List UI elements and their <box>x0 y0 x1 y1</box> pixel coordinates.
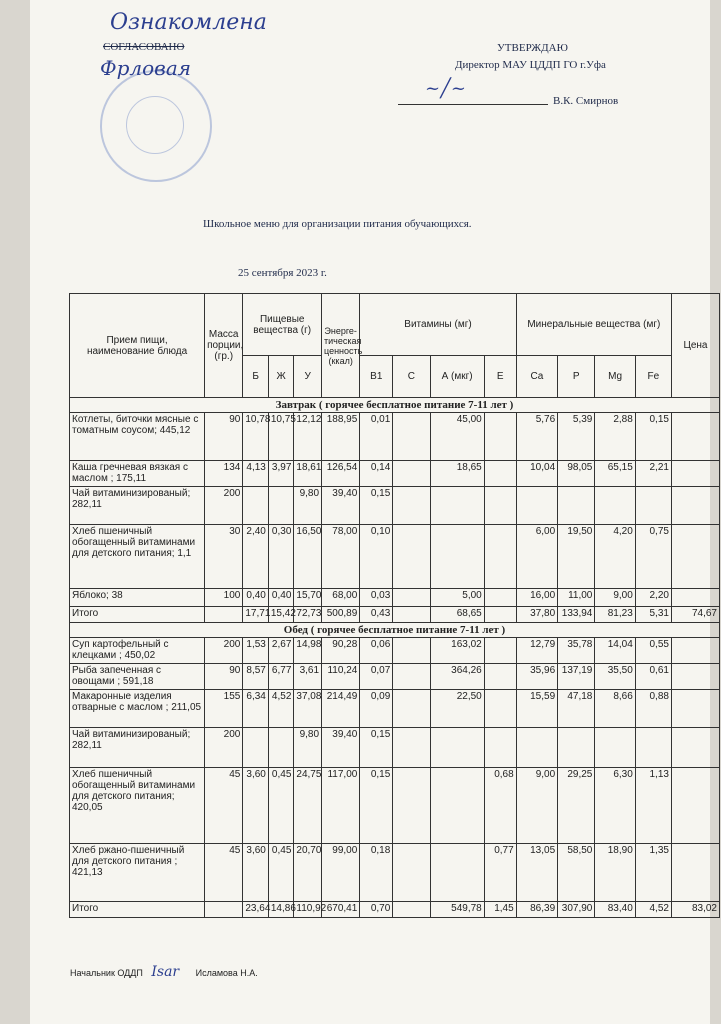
cell-u: 9,80 <box>294 487 322 525</box>
cell-mass: 100 <box>205 589 243 607</box>
cell-u: 20,70 <box>294 844 322 902</box>
cell-price <box>671 768 719 844</box>
table-row <box>70 690 720 728</box>
cell-fe <box>635 487 671 525</box>
cell-mg: 6,30 <box>595 768 635 844</box>
cell-b1: 0,03 <box>360 589 393 607</box>
cell-mg: 81,23 <box>595 607 635 623</box>
cell-u: 24,75 <box>294 768 322 844</box>
cell-c <box>393 607 430 623</box>
table-row <box>70 487 720 525</box>
cell-p: 307,90 <box>558 902 595 918</box>
cell-p: 5,39 <box>558 413 595 461</box>
cell-p: 47,18 <box>558 690 595 728</box>
header-price: Цена <box>671 294 719 398</box>
cell-c <box>393 461 430 487</box>
cell-name: Чай витаминизированый; 282,11 <box>70 487 205 525</box>
cell-b: 10,78 <box>243 413 269 461</box>
cell-kcal: 214,49 <box>322 690 360 728</box>
cell-fe: 5,31 <box>635 607 671 623</box>
cell-c <box>393 664 430 690</box>
cell-ca: 15,59 <box>516 690 557 728</box>
header-nutrients: Пищевые вещества (г) <box>243 294 322 356</box>
cell-b: 3,60 <box>243 768 269 844</box>
cell-mass: 90 <box>205 413 243 461</box>
cell-mg: 9,00 <box>595 589 635 607</box>
cell-a: 68,65 <box>430 607 484 623</box>
header-energy: Энерге-тическая ценность (ккал) <box>322 294 360 398</box>
table-row <box>70 768 720 844</box>
cell-mass: 134 <box>205 461 243 487</box>
cell-price: 83,02 <box>671 902 719 918</box>
cell-name: Чай витаминизированый; 282,11 <box>70 728 205 768</box>
cell-kcal: 110,24 <box>322 664 360 690</box>
cell-b: 17,71 <box>243 607 269 623</box>
cell-zh: 0,45 <box>268 844 294 902</box>
cell-b: 6,34 <box>243 690 269 728</box>
cell-c <box>393 902 430 918</box>
cell-fe: 2,21 <box>635 461 671 487</box>
cell-e <box>484 461 516 487</box>
cell-zh: 14,86 <box>268 902 294 918</box>
header-minerals: Минеральные вещества (мг) <box>516 294 671 356</box>
cell-mg: 83,40 <box>595 902 635 918</box>
cell-b1: 0,01 <box>360 413 393 461</box>
cell-e: 0,68 <box>484 768 516 844</box>
cell-mg: 8,66 <box>595 690 635 728</box>
cell-mass: 200 <box>205 728 243 768</box>
cell-a <box>430 525 484 589</box>
cell-name: Хлеб пшеничный обогащенный витаминами для детского питания; 420,05 <box>70 768 205 844</box>
cell-c <box>393 589 430 607</box>
cell-a: 5,00 <box>430 589 484 607</box>
header-ca: Ca <box>516 356 557 398</box>
cell-name: Рыба запеченная с овощами ; 591,18 <box>70 664 205 690</box>
cell-b: 8,57 <box>243 664 269 690</box>
cell-name: Итого <box>70 902 205 918</box>
cell-b1: 0,14 <box>360 461 393 487</box>
cell-p: 98,05 <box>558 461 595 487</box>
cell-p: 19,50 <box>558 525 595 589</box>
cell-zh: 10,75 <box>268 413 294 461</box>
footer-signature: Isar <box>151 964 180 980</box>
cell-p: 35,78 <box>558 638 595 664</box>
cell-kcal: 99,00 <box>322 844 360 902</box>
cell-name: Хлеб пшеничный обогащенный витаминами для детского питания; 1,1 <box>70 525 205 589</box>
cell-e: 0,77 <box>484 844 516 902</box>
cell-zh <box>268 487 294 525</box>
approve-position: Директор МАУ ЦДДП ГО г.Уфа <box>455 59 606 71</box>
cell-kcal: 117,00 <box>322 768 360 844</box>
cell-mg: 18,90 <box>595 844 635 902</box>
cell-ca: 5,76 <box>516 413 557 461</box>
cell-fe: 0,61 <box>635 664 671 690</box>
table-row <box>70 728 720 768</box>
cell-ca <box>516 728 557 768</box>
cell-a: 549,78 <box>430 902 484 918</box>
cell-kcal: 126,54 <box>322 461 360 487</box>
cell-price <box>671 664 719 690</box>
section-title: Обед ( горячее бесплатное питание 7-11 лет ) <box>70 623 720 638</box>
cell-mg <box>595 728 635 768</box>
cell-e: 1,45 <box>484 902 516 918</box>
header-c: С <box>393 356 430 398</box>
header-u: У <box>294 356 322 398</box>
cell-price: 74,67 <box>671 607 719 623</box>
table-row <box>70 413 720 461</box>
cell-c <box>393 844 430 902</box>
cell-kcal: 68,00 <box>322 589 360 607</box>
cell-u: 37,08 <box>294 690 322 728</box>
cell-fe: 1,35 <box>635 844 671 902</box>
cell-e <box>484 664 516 690</box>
cell-price <box>671 525 719 589</box>
table-row <box>70 589 720 607</box>
cell-zh: 15,42 <box>268 607 294 623</box>
cell-kcal: 188,95 <box>322 413 360 461</box>
cell-c <box>393 690 430 728</box>
cell-ca: 6,00 <box>516 525 557 589</box>
cell-a: 364,26 <box>430 664 484 690</box>
cell-zh: 4,52 <box>268 690 294 728</box>
cell-fe: 0,15 <box>635 413 671 461</box>
cell-price <box>671 638 719 664</box>
document-date: 25 сентября 2023 г. <box>238 267 327 279</box>
table-row <box>70 525 720 589</box>
cell-name: Итого <box>70 607 205 623</box>
cell-kcal: 39,40 <box>322 728 360 768</box>
cell-mg: 35,50 <box>595 664 635 690</box>
header-a: А (мкг) <box>430 356 484 398</box>
cell-name: Каша гречневая вязкая с маслом ; 175,11 <box>70 461 205 487</box>
cell-mass: 45 <box>205 768 243 844</box>
cell-mass: 90 <box>205 664 243 690</box>
cell-a <box>430 844 484 902</box>
cell-zh <box>268 728 294 768</box>
cell-u: 16,50 <box>294 525 322 589</box>
cell-ca: 9,00 <box>516 768 557 844</box>
cell-a <box>430 728 484 768</box>
cell-a <box>430 768 484 844</box>
header-zh: Ж <box>268 356 294 398</box>
cell-fe: 1,13 <box>635 768 671 844</box>
footer-position: Начальник ОДДП <box>70 968 143 978</box>
cell-price <box>671 589 719 607</box>
section-title: Завтрак ( горячее бесплатное питание 7-11 лет ) <box>70 398 720 413</box>
cell-p: 133,94 <box>558 607 595 623</box>
cell-u: 3,61 <box>294 664 322 690</box>
cell-ca: 13,05 <box>516 844 557 902</box>
cell-u: 110,92 <box>294 902 322 918</box>
table-row <box>70 638 720 664</box>
cell-b1: 0,15 <box>360 487 393 525</box>
round-stamp <box>100 70 212 182</box>
cell-e <box>484 525 516 589</box>
cell-ca: 35,96 <box>516 664 557 690</box>
cell-name: Макаронные изделия отварные с маслом ; 211,05 <box>70 690 205 728</box>
cell-name: Суп картофельный с клецками ; 450,02 <box>70 638 205 664</box>
cell-fe: 0,75 <box>635 525 671 589</box>
cell-e <box>484 487 516 525</box>
table-row <box>70 664 720 690</box>
cell-kcal: 78,00 <box>322 525 360 589</box>
cell-u: 18,61 <box>294 461 322 487</box>
cell-u: 12,12 <box>294 413 322 461</box>
cell-mass: 155 <box>205 690 243 728</box>
cell-a: 163,02 <box>430 638 484 664</box>
cell-mg: 65,15 <box>595 461 635 487</box>
cell-fe: 0,88 <box>635 690 671 728</box>
header-b: Б <box>243 356 269 398</box>
cell-b1: 0,07 <box>360 664 393 690</box>
cell-c <box>393 413 430 461</box>
cell-c <box>393 768 430 844</box>
approve-name: В.К. Смирнов <box>553 95 619 107</box>
cell-a: 18,65 <box>430 461 484 487</box>
cell-kcal: 500,89 <box>322 607 360 623</box>
table-row <box>70 844 720 902</box>
cell-u: 72,73 <box>294 607 322 623</box>
total-row <box>70 902 720 918</box>
header-mass: Масса порции, (гр.) <box>205 294 243 398</box>
cell-mg <box>595 487 635 525</box>
header-b1: В1 <box>360 356 393 398</box>
section-row <box>70 398 720 413</box>
cell-zh: 0,45 <box>268 768 294 844</box>
cell-p: 58,50 <box>558 844 595 902</box>
cell-a: 22,50 <box>430 690 484 728</box>
footer-name: Исламова Н.А. <box>195 968 258 978</box>
cell-price <box>671 728 719 768</box>
agreed-label: СОГЛАСОВАНО <box>103 41 185 53</box>
cell-e <box>484 589 516 607</box>
cell-b1: 0,15 <box>360 728 393 768</box>
header-p: P <box>558 356 595 398</box>
cell-mass: 200 <box>205 638 243 664</box>
document-title: Школьное меню для организации питания обучающихся. <box>203 218 472 230</box>
cell-b1: 0,18 <box>360 844 393 902</box>
cell-e <box>484 728 516 768</box>
cell-kcal: 90,28 <box>322 638 360 664</box>
cell-price <box>671 413 719 461</box>
cell-name: Яблоко; 38 <box>70 589 205 607</box>
cell-ca: 10,04 <box>516 461 557 487</box>
cell-b1: 0,15 <box>360 768 393 844</box>
cell-b <box>243 728 269 768</box>
cell-b: 1,53 <box>243 638 269 664</box>
header-vitamins: Витамины (мг) <box>360 294 516 356</box>
signature-line <box>398 104 548 105</box>
cell-b <box>243 487 269 525</box>
cell-c <box>393 638 430 664</box>
cell-e <box>484 607 516 623</box>
cell-p: 11,00 <box>558 589 595 607</box>
cell-p: 29,25 <box>558 768 595 844</box>
section-row <box>70 623 720 638</box>
cell-name: Хлеб ржано-пшеничный для детского питания ; 421,13 <box>70 844 205 902</box>
cell-mg: 4,20 <box>595 525 635 589</box>
cell-e <box>484 690 516 728</box>
cell-ca: 37,80 <box>516 607 557 623</box>
header-mg: Mg <box>595 356 635 398</box>
cell-ca: 16,00 <box>516 589 557 607</box>
cell-u: 9,80 <box>294 728 322 768</box>
total-row <box>70 607 720 623</box>
cell-ca: 12,79 <box>516 638 557 664</box>
header-e: Е <box>484 356 516 398</box>
cell-mg: 2,88 <box>595 413 635 461</box>
cell-price <box>671 844 719 902</box>
cell-kcal: 39,40 <box>322 487 360 525</box>
cell-a <box>430 487 484 525</box>
cell-zh: 3,97 <box>268 461 294 487</box>
cell-fe <box>635 728 671 768</box>
cell-c <box>393 728 430 768</box>
cell-zh: 0,30 <box>268 525 294 589</box>
cell-b: 3,60 <box>243 844 269 902</box>
cell-c <box>393 487 430 525</box>
cell-b: 23,64 <box>243 902 269 918</box>
cell-fe: 2,20 <box>635 589 671 607</box>
cell-u: 14,98 <box>294 638 322 664</box>
approve-title: УТВЕРЖДАЮ <box>497 42 568 54</box>
cell-zh: 0,40 <box>268 589 294 607</box>
cell-price <box>671 461 719 487</box>
cell-u: 15,70 <box>294 589 322 607</box>
cell-b1: 0,43 <box>360 607 393 623</box>
handwritten-acknowledgement: Ознакомлена <box>110 10 267 35</box>
cell-ca: 86,39 <box>516 902 557 918</box>
cell-mass <box>205 902 243 918</box>
cell-mass: 200 <box>205 487 243 525</box>
cell-p <box>558 728 595 768</box>
cell-name: Котлеты, биточки мясные с томатным соусом; 445,12 <box>70 413 205 461</box>
cell-mass: 45 <box>205 844 243 902</box>
footer <box>70 964 258 980</box>
cell-b: 2,40 <box>243 525 269 589</box>
cell-zh: 6,77 <box>268 664 294 690</box>
cell-zh: 2,67 <box>268 638 294 664</box>
cell-mass <box>205 607 243 623</box>
cell-b1: 0,06 <box>360 638 393 664</box>
cell-ca <box>516 487 557 525</box>
cell-b1: 0,10 <box>360 525 393 589</box>
cell-mass: 30 <box>205 525 243 589</box>
header-meal: Прием пищи, наименование блюда <box>70 294 205 398</box>
cell-e <box>484 638 516 664</box>
menu-table <box>69 293 720 918</box>
cell-price <box>671 487 719 525</box>
cell-p: 137,19 <box>558 664 595 690</box>
cell-p <box>558 487 595 525</box>
header-fe: Fe <box>635 356 671 398</box>
cell-fe: 4,52 <box>635 902 671 918</box>
cell-a: 45,00 <box>430 413 484 461</box>
table-row <box>70 461 720 487</box>
cell-kcal: 670,41 <box>322 902 360 918</box>
cell-mg: 14,04 <box>595 638 635 664</box>
cell-b: 4,13 <box>243 461 269 487</box>
cell-b1: 0,70 <box>360 902 393 918</box>
director-signature-icon: ~╱~ <box>425 78 467 99</box>
handwritten-signature-left: Фрловая <box>100 56 191 80</box>
cell-c <box>393 525 430 589</box>
cell-e <box>484 413 516 461</box>
cell-b1: 0,09 <box>360 690 393 728</box>
cell-b: 0,40 <box>243 589 269 607</box>
cell-fe: 0,55 <box>635 638 671 664</box>
cell-price <box>671 690 719 728</box>
